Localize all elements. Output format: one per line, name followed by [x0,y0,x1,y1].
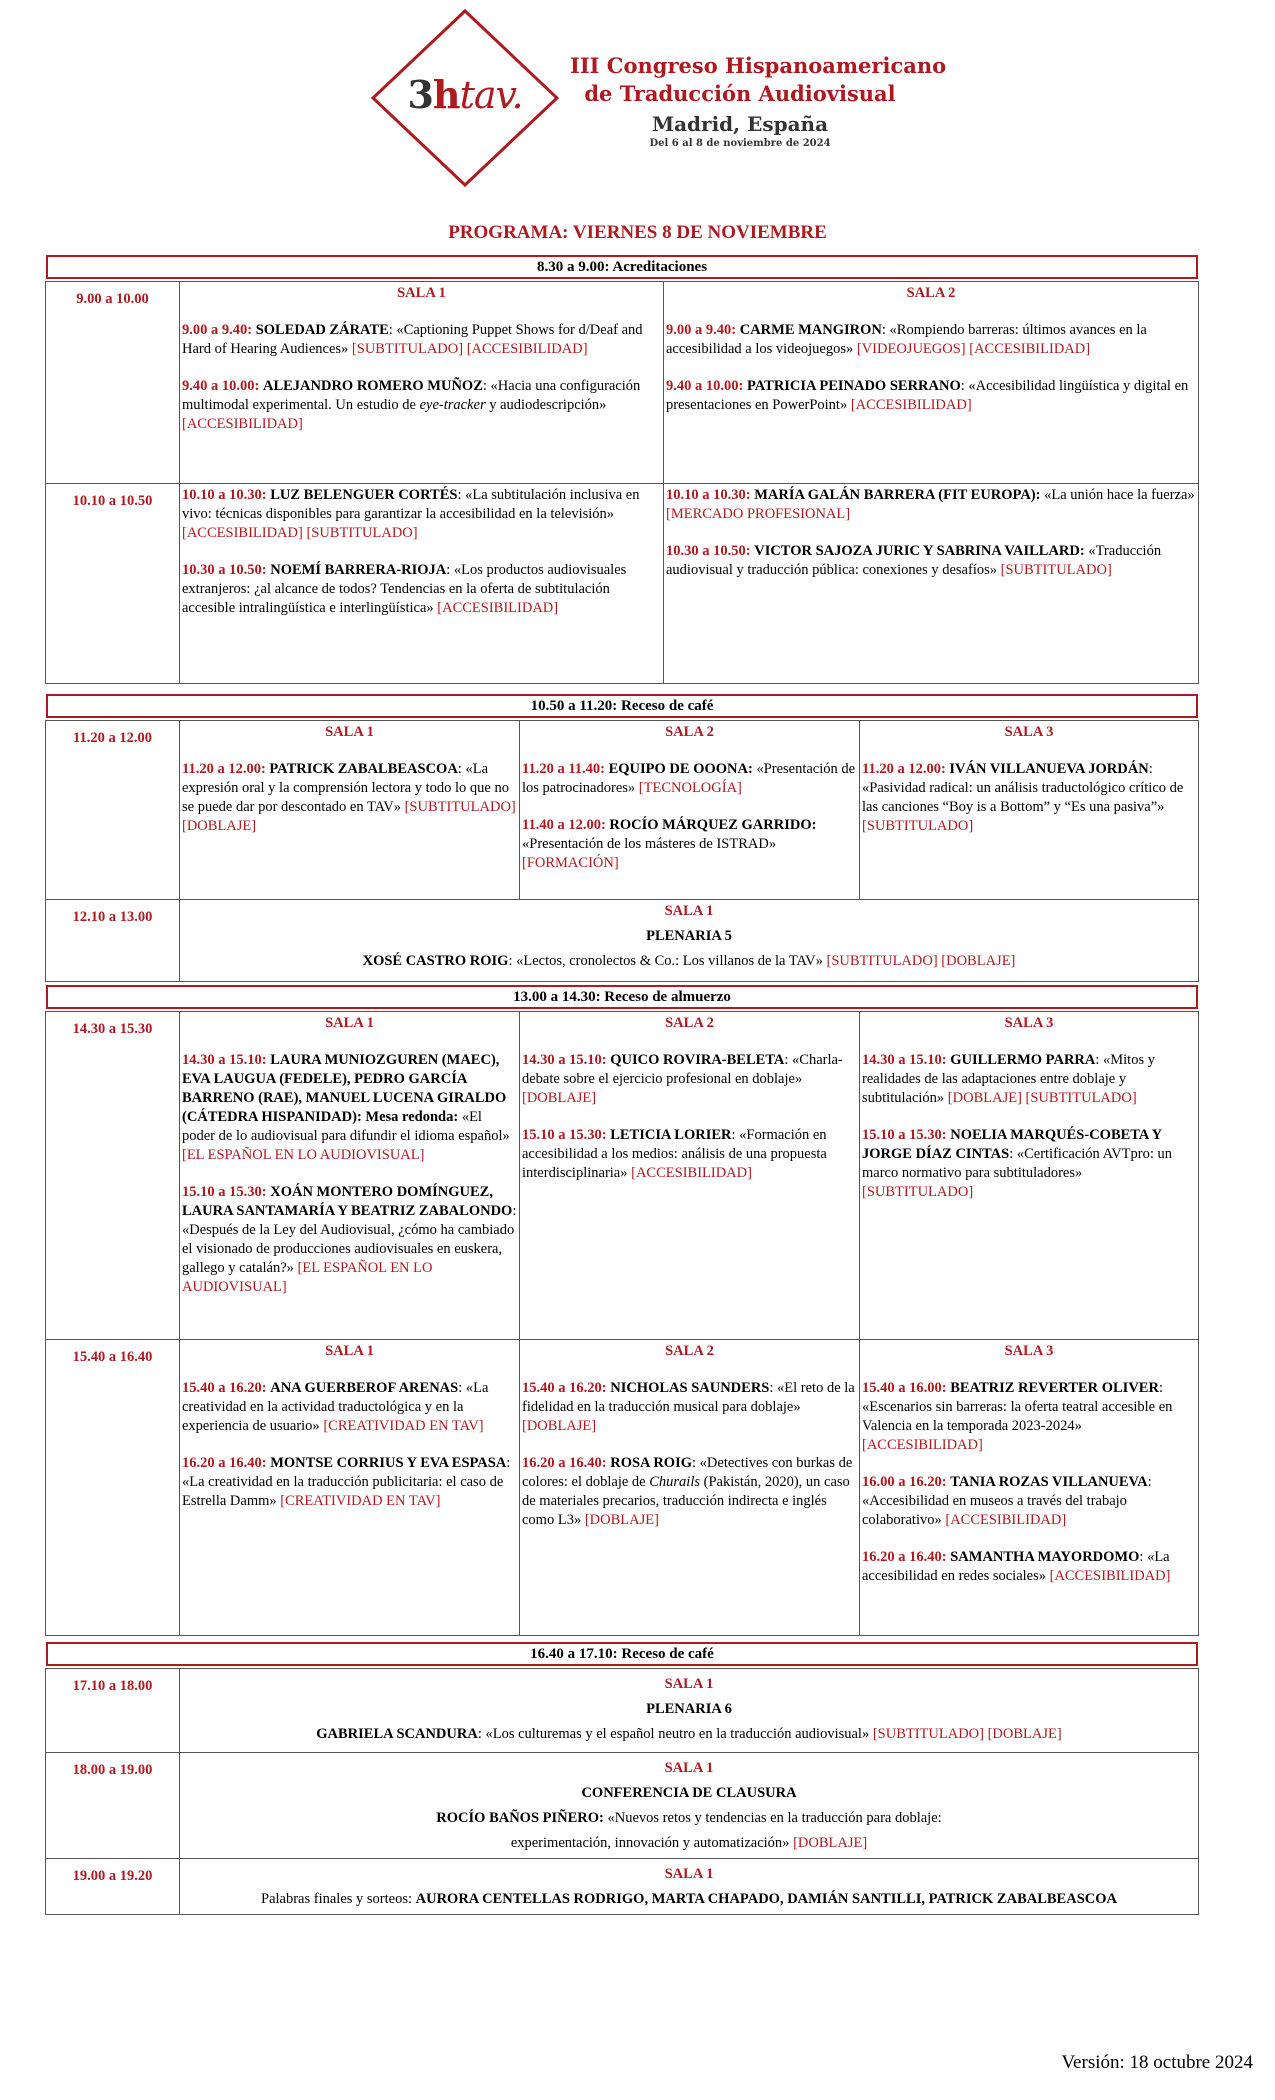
logo-wordmark: 3htav. [407,72,523,117]
document-header [0,0,1275,200]
topic-tag: [MERCADO PROFESIONAL] [666,506,851,522]
schedule-row [46,1012,1199,1340]
topic-tag: [EL ESPAÑOL EN LO AUDIOVISUAL] [182,1147,425,1163]
topic-tag: [SUBTITULADO] [862,1184,974,1200]
schedule-table-evening [45,1668,1199,1915]
room-label: SALA 2 [665,724,714,740]
topic-tag: [SUBTITULADO] [ACCESIBILIDAD] [351,341,588,357]
topic-tag: [ACCESIBILIDAD] [1049,1568,1171,1584]
slot-time: 14.30 a 15.30 [46,1012,180,1340]
room-label: SALA 2 [665,1015,714,1031]
room-label: SALA 1 [664,1866,714,1882]
topic-tag: [FORMACIÓN] [522,855,619,871]
talk-entry: 16.20 a 16.40: SAMANTHA MAYORDOMO: «La accesibilidad en redes sociales» [ACCESIBILIDAD] [862,1549,1171,1584]
room-cell-sala-3 [860,1012,1199,1340]
room-label: SALA 2 [665,1343,714,1359]
talk-entry: 11.20 a 11.40: EQUIPO DE OOONA: «Presentación de los patrocinadores» [TECNOLOGÍA] [522,761,856,796]
break-bar-accreditation: 8.30 a 9.00: Acreditaciones [46,255,1198,279]
slot-time: 12.10 a 13.00 [46,900,180,982]
topic-tag: [SUBTITULADO] [DOBLAJE] [872,1726,1062,1742]
talk-entry: 15.10 a 15.30: LETICIA LORIER: «Formación en accesibilidad a los medios: análisis de una propuesta interdisciplinaria» [ACCESIBILIDAD] [522,1127,827,1181]
topic-tag: [ACCESIBILIDAD] [182,416,303,432]
room-label: SALA 1 [664,1676,714,1692]
topic-tag: [ACCESIBILIDAD] [850,397,972,413]
plenary-cell [180,1669,1199,1753]
room-cell-sala-1 [180,1340,520,1636]
talk-entry: 9.40 a 10.00: ALEJANDRO ROMERO MUÑOZ: «Hacia una configuración multimodal experimental. Un estudio de eye-tracker y audiodescripción» [ACCESIBILIDAD] [182,378,641,432]
room-label: SALA 1 [664,1760,714,1776]
break-bar-coffee-1: 10.50 a 11.20: Receso de café [46,694,1198,718]
talk-entry: 11.20 a 12.00: PATRICK ZABALBEASCOA: «La expresión oral y la comprensión lectora y todo lo que no se puede dar por descontado en TAV» [SUBTITULADO] [DOBLAJE] [182,761,516,834]
talk-entry: 14.30 a 15.10: LAURA MUNIOZGUREN (MAEC), EVA LAUGUA (FEDELE), PEDRO GARCÍA BARRENO (RAE), MANUEL LUCENA GIRALDO (CÁTEDRA HISPANIDAD): Mesa redonda: «El poder de lo audiovisual para difundir el idioma español» [EL ESPAÑOL EN LO AUDIOVISUAL] [182,1052,510,1163]
slot-time: 15.40 a 16.40 [46,1340,180,1636]
topic-tag: [EL ESPAÑOL EN LO AUDIOVISUAL] [182,1260,433,1295]
topic-tag: [VIDEOJUEGOS] [ACCESIBILIDAD] [856,341,1091,357]
topic-tag: [ACCESIBILIDAD] [437,600,559,616]
schedule-row-plenary-5 [46,900,1199,982]
room-label: SALA 2 [906,285,956,301]
talk-entry: 16.20 a 16.40: MONTSE CORRIUS Y EVA ESPASA: «La creatividad en la traducción publicitaria: el caso de Estrella Damm» [CREATIVIDAD EN TAV] [182,1455,511,1509]
plenary-title: PLENARIA 5 [646,928,732,944]
talk-entry: 10.10 a 10.30: LUZ BELENGUER CORTÉS: «La subtitulación inclusiva en vivo: técnicas disponibles para garantizar la accesibilidad en la televisión» [ACCESIBILIDAD] [SUBTITULADO] [182,487,640,541]
room-label: SALA 1 [397,285,446,301]
closing-cell [180,1859,1199,1915]
talk-entry: GABRIELA SCANDURA: «Los culturemas y el español neutro en la traducción audiovisual» [SUBTITULADO] [DOBLAJE] [316,1726,1062,1742]
room-cell-sala-3 [860,1340,1199,1636]
schedule-table-morning [45,281,1199,684]
talk-entry: 10.10 a 10.30: MARÍA GALÁN BARRERA (FIT EUROPA): «La unión hace la fuerza» [MERCADO PROFESIONAL] [666,487,1195,522]
topic-tag: [SUBTITULADO] [DOBLAJE] [826,953,1016,969]
room-cell-sala-2 [664,484,1199,684]
topic-tag: [DOBLAJE] [584,1512,659,1528]
topic-tag: [SUBTITULADO] [1000,562,1112,578]
version-label: Versión: 18 octubre 2024 [1061,2052,1253,2073]
room-label: SALA 3 [1004,724,1054,740]
schedule-row [46,1340,1199,1636]
plenary-cell [180,900,1199,982]
schedule-row-closing-lecture [46,1753,1199,1859]
closing-lecture-title: CONFERENCIA DE CLAUSURA [581,1785,797,1801]
topic-tag: [SUBTITULADO] [862,818,974,834]
talk-entry-continued: experimentación, innovación y automatización» [DOBLAJE] [510,1835,868,1851]
schedule-table-afternoon [45,1011,1199,1636]
talk-entry: 9.40 a 10.00: PATRICIA PEINADO SERRANO: «Accesibilidad lingüística y digital en presentaciones en PowerPoint» [ACCESIBILIDAD] [666,378,1189,413]
slot-time: 18.00 a 19.00 [46,1753,180,1859]
talk-entry: 11.20 a 12.00: IVÁN VILLANUEVA JORDÁN: «Pasividad radical: un análisis traductológico crítico de las canciones “Boy is a Bottom” y “Es una pasiva”» [SUBTITULADO] [862,761,1184,834]
closing-remarks: Palabras finales y sorteos: AURORA CENTELLAS RODRIGO, MARTA CHAPADO, DAMIÁN SANTILLI, PATRICK ZABALBEASCOA [261,1891,1117,1907]
topic-tag: [CREATIVIDAD EN TAV] [323,1418,484,1434]
topic-tag: [DOBLAJE] [522,1418,597,1434]
congress-logo [370,8,560,188]
topic-tag: [ACCESIBILIDAD] [862,1437,983,1453]
topic-tag: [DOBLAJE] [522,1090,597,1106]
room-cell-sala-1 [180,484,664,684]
topic-tag: [ACCESIBILIDAD] [SUBTITULADO] [182,525,418,541]
conference-dates: Del 6 al 8 de noviembre de 2024 [649,138,831,149]
talk-entry: 11.40 a 12.00: ROCÍO MÁRQUEZ GARRIDO: «Presentación de los másteres de ISTRAD» [FORMACIÓN] [522,817,817,871]
schedule-row [46,282,1199,484]
talk-entry: 15.10 a 15.30: NOELIA MARQUÉS-COBETA Y JORGE DÍAZ CINTAS: «Certificación AVTpro: un marco normativo para subtituladores» [SUBTITULADO] [862,1127,1173,1200]
schedule-row-closing [46,1859,1199,1915]
topic-tag: [ACCESIBILIDAD] [945,1512,1067,1528]
talk-entry: 15.40 a 16.20: ANA GUERBEROF ARENAS: «La creatividad en la actividad traductológica y en la experiencia de usuario» [CREATIVIDAD EN TAV] [182,1380,489,1434]
room-cell-sala-1 [180,721,520,900]
plenary-title: PLENARIA 6 [646,1701,732,1717]
talk-entry: XOSÉ CASTRO ROIG: «Lectos, cronolectos & Co.: Los villanos de la TAV» [SUBTITULADO] [DOBLAJE] [362,953,1016,969]
program-title: PROGRAMA: VIERNES 8 DE NOVIEMBRE [448,222,827,243]
room-cell-sala-2 [520,1012,860,1340]
conference-location: Madrid, España [651,112,829,136]
slot-time: 9.00 a 10.00 [46,282,180,484]
room-label: SALA 3 [1004,1343,1054,1359]
schedule-row-plenary-6 [46,1669,1199,1753]
room-label: SALA 1 [664,903,714,919]
schedule-row [46,484,1199,684]
room-cell-sala-1 [180,1012,520,1340]
talk-entry: 10.30 a 10.50: NOEMÍ BARRERA-RIOJA: «Los productos audiovisuales extranjeros: ¿al alcance de todos? Tendencias en la oferta de subtitulación accesible intralingüística e interlingüística» [ACCESIBILIDAD] [182,562,627,616]
room-cell-sala-2 [664,282,1199,484]
room-label: SALA 1 [325,1015,374,1031]
topic-tag: [DOBLAJE] [793,1835,868,1851]
conference-title-line2: de Traducción Audiovisual [584,81,896,106]
break-bar-coffee-2: 16.40 a 17.10: Receso de café [46,1642,1198,1666]
schedule-row [46,721,1199,900]
slot-time: 17.10 a 18.00 [46,1669,180,1753]
slot-time: 11.20 a 12.00 [46,721,180,900]
talk-entry: 15.40 a 16.00: BEATRIZ REVERTER OLIVER: «Escenarios sin barreras: la oferta teatral accesible en Valencia en la temporada 2023-2024» [ACCESIBILIDAD] [862,1380,1173,1453]
slot-time: 10.10 a 10.50 [46,484,180,684]
conference-title-block [570,52,947,150]
room-cell-sala-1 [180,282,664,484]
talk-entry: 9.00 a 9.40: CARME MANGIRON: «Rompiendo barreras: últimos avances en la accesibilidad a los videojuegos» [VIDEOJUEGOS] [ACCESIBILIDAD] [666,322,1147,357]
talk-entry: 15.40 a 16.20: NICHOLAS SAUNDERS: «El reto de la fidelidad en la traducción musical para doblaje» [DOBLAJE] [522,1380,855,1434]
room-label: SALA 1 [325,724,374,740]
talk-entry: 16.00 a 16.20: TANIA ROZAS VILLANUEVA: «Accesibilidad en museos a través del trabajo colaborativo» [ACCESIBILIDAD] [862,1474,1152,1528]
break-bar-lunch: 13.00 a 14.30: Receso de almuerzo [46,985,1198,1009]
topic-tag: [DOBLAJE] [SUBTITULADO] [947,1090,1137,1106]
topic-tag: [TECNOLOGÍA] [638,780,742,796]
conference-title-line1: III Congreso Hispanoamericano [570,53,947,78]
room-cell-sala-3 [860,721,1199,900]
talk-entry: 15.10 a 15.30: XOÁN MONTERO DOMÍNGUEZ, LAURA SANTAMARÍA Y BEATRIZ ZABALONDO: «Después de la Ley del Audiovisual, ¿cómo ha cambiado el visionado de producciones audiovisuales en euskera, gallego y catalán?» [EL ESPAÑOL EN LO AUDIOVISUAL] [182,1184,517,1295]
topic-tag: [SUBTITULADO] [DOBLAJE] [182,799,516,834]
talk-entry: 14.30 a 15.10: GUILLERMO PARRA: «Mitos y realidades de las adaptaciones entre doblaje y subtitulación» [DOBLAJE] [SUBTITULADO] [862,1052,1155,1106]
closing-lecture-cell [180,1753,1199,1859]
talk-entry: ROCÍO BAÑOS PIÑERO: «Nuevos retos y tendencias en la traducción para doblaje: [436,1810,942,1826]
room-label: SALA 3 [1004,1015,1054,1031]
room-label: SALA 1 [325,1343,374,1359]
topic-tag: [CREATIVIDAD EN TAV] [280,1493,441,1509]
topic-tag: [ACCESIBILIDAD] [631,1165,752,1181]
slot-time: 19.00 a 19.20 [46,1859,180,1915]
talk-entry: 9.00 a 9.40: SOLEDAD ZÁRATE: «Captioning Puppet Shows for d/Deaf and Hard of Hearing Audiences» [SUBTITULADO] [ACCESIBILIDAD] [182,322,643,357]
schedule-table-late-morning [45,720,1199,982]
talk-entry: 10.30 a 10.50: VICTOR SAJOZA JURIC Y SABRINA VAILLARD: «Traducción audiovisual y traducción pública: conexiones y desafíos» [SUBTITULADO] [666,543,1162,578]
room-cell-sala-2 [520,1340,860,1636]
talk-entry: 14.30 a 15.10: QUICO ROVIRA-BELETA: «Charla-debate sobre el ejercicio profesional en doblaje» [DOBLAJE] [522,1052,843,1106]
talk-entry: 16.20 a 16.40: ROSA ROIG: «Detectives con burkas de colores: el doblaje de Churails (Pakistán, 2020), un caso de materiales precarios, traducción indirecta e inglés como L3» [DOBLAJE] [522,1455,853,1528]
room-cell-sala-2 [520,721,860,900]
